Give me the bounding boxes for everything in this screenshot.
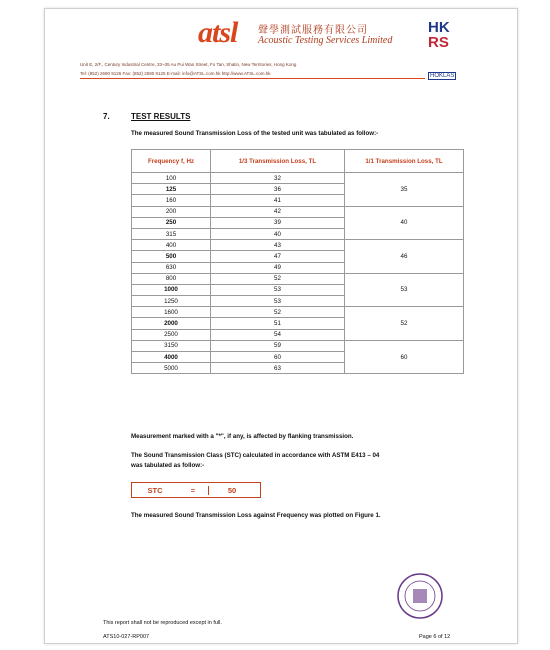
accreditation-logo-hk: HK: [428, 19, 450, 36]
tl-cell: 54: [211, 329, 345, 340]
octave-cell: 52: [345, 307, 464, 341]
freq-cell: 1000: [132, 284, 211, 295]
header-divider: [80, 78, 425, 79]
tl-cell: 59: [211, 340, 345, 351]
freq-cell: 100: [132, 173, 211, 184]
freq-cell: 250: [132, 217, 211, 228]
tl-cell: 42: [211, 206, 345, 217]
tl-cell: 60: [211, 352, 345, 363]
octave-cell: 53: [345, 273, 464, 307]
section-intro: The measured Sound Transmission Loss of the tested unit was tabulated as follow:-: [131, 130, 379, 137]
freq-cell: 125: [132, 184, 211, 195]
octave-cell: 46: [345, 240, 464, 274]
freq-cell: 1600: [132, 307, 211, 318]
table-row: [132, 307, 464, 318]
company-name-en: Acoustic Testing Services Limited: [258, 35, 393, 46]
plot-reference-text: The measured Sound Transmission Loss against Frequency was plotted on Figure 1.: [131, 512, 381, 519]
table-row: [132, 173, 464, 184]
stc-label: STC: [147, 485, 163, 495]
tl-cell: 36: [211, 184, 345, 195]
section-number: 7.: [103, 112, 110, 121]
accreditation-tag: HOKLAS: [430, 73, 455, 79]
freq-cell: 200: [132, 206, 211, 217]
tl-cell: 52: [211, 273, 345, 284]
octave-cell: 40: [345, 206, 464, 240]
header-octave: 1/1 Transmission Loss, TL: [345, 150, 464, 173]
company-name-cn: 聲學測試服務有限公司: [258, 25, 368, 36]
tl-cell: 39: [211, 217, 345, 228]
stc-value: 50: [208, 486, 255, 495]
results-table: [131, 149, 464, 374]
tl-cell: 40: [211, 228, 345, 239]
freq-cell: 1250: [132, 296, 211, 307]
freq-cell: 630: [132, 262, 211, 273]
tl-cell: 53: [211, 296, 345, 307]
accreditation-logo: [428, 19, 460, 79]
footer-page-number: Page 6 of 12: [419, 634, 451, 640]
tl-cell: 43: [211, 240, 345, 251]
freq-cell: 5000: [132, 363, 211, 374]
stc-paragraph-line-1: The Sound Transmission Class (STC) calculated in accordance with ASTM E413 – 04: [131, 452, 380, 459]
stc-result-box: [131, 482, 261, 498]
table-row: [132, 273, 464, 284]
octave-cell: 35: [345, 173, 464, 207]
freq-cell: 315: [132, 228, 211, 239]
table-row: [132, 240, 464, 251]
tl-cell: 53: [211, 284, 345, 295]
section-title: TEST RESULTS: [131, 112, 191, 121]
freq-cell: 4000: [132, 352, 211, 363]
freq-cell: 160: [132, 195, 211, 206]
stc-paragraph-line-2: was tabulated as follow:-: [131, 462, 205, 469]
table-header-row: [132, 150, 464, 173]
tl-cell: 49: [211, 262, 345, 273]
octave-cell: 60: [345, 340, 464, 374]
company-address: Unit E, 2/F., Century Industrial Centre, 33~35 Au Pui Wan Street, Fo Tan, Shatin, New Territories, Hong Kong: [80, 62, 297, 67]
freq-cell: 800: [132, 273, 211, 284]
table-row: [132, 206, 464, 217]
freq-cell: 3150: [132, 340, 211, 351]
table-row: [132, 340, 464, 351]
tl-cell: 51: [211, 318, 345, 329]
header-third-octave: 1/3 Transmission Loss, TL: [211, 150, 345, 173]
tl-cell: 47: [211, 251, 345, 262]
tl-cell: 63: [211, 363, 345, 374]
tl-cell: 32: [211, 173, 345, 184]
tl-cell: 52: [211, 307, 345, 318]
flanking-note: Measurement marked with a "*", if any, is affected by flanking transmission.: [131, 433, 354, 440]
freq-cell: 500: [132, 251, 211, 262]
footer-disclaimer: This report shall not be reproduced except in full.: [103, 620, 222, 626]
company-contact: Tel: (852) 2690 9126 Fax: (852) 2690 9125 E-mail: info@ATSL.com.hk http://www.ATSL.com.hk: [80, 71, 271, 76]
accreditation-logo-rs: RS: [428, 34, 449, 51]
freq-cell: 400: [132, 240, 211, 251]
footer-report-number: ATS10-027-RP007: [103, 634, 150, 640]
company-logo: atsl: [198, 16, 238, 49]
tl-cell: 41: [211, 195, 345, 206]
header-frequency: Frequency f, Hz: [132, 150, 211, 173]
stc-equals: =: [190, 485, 196, 495]
freq-cell: 2500: [132, 329, 211, 340]
freq-cell: 2000: [132, 318, 211, 329]
company-seal-stamp: [396, 572, 444, 620]
